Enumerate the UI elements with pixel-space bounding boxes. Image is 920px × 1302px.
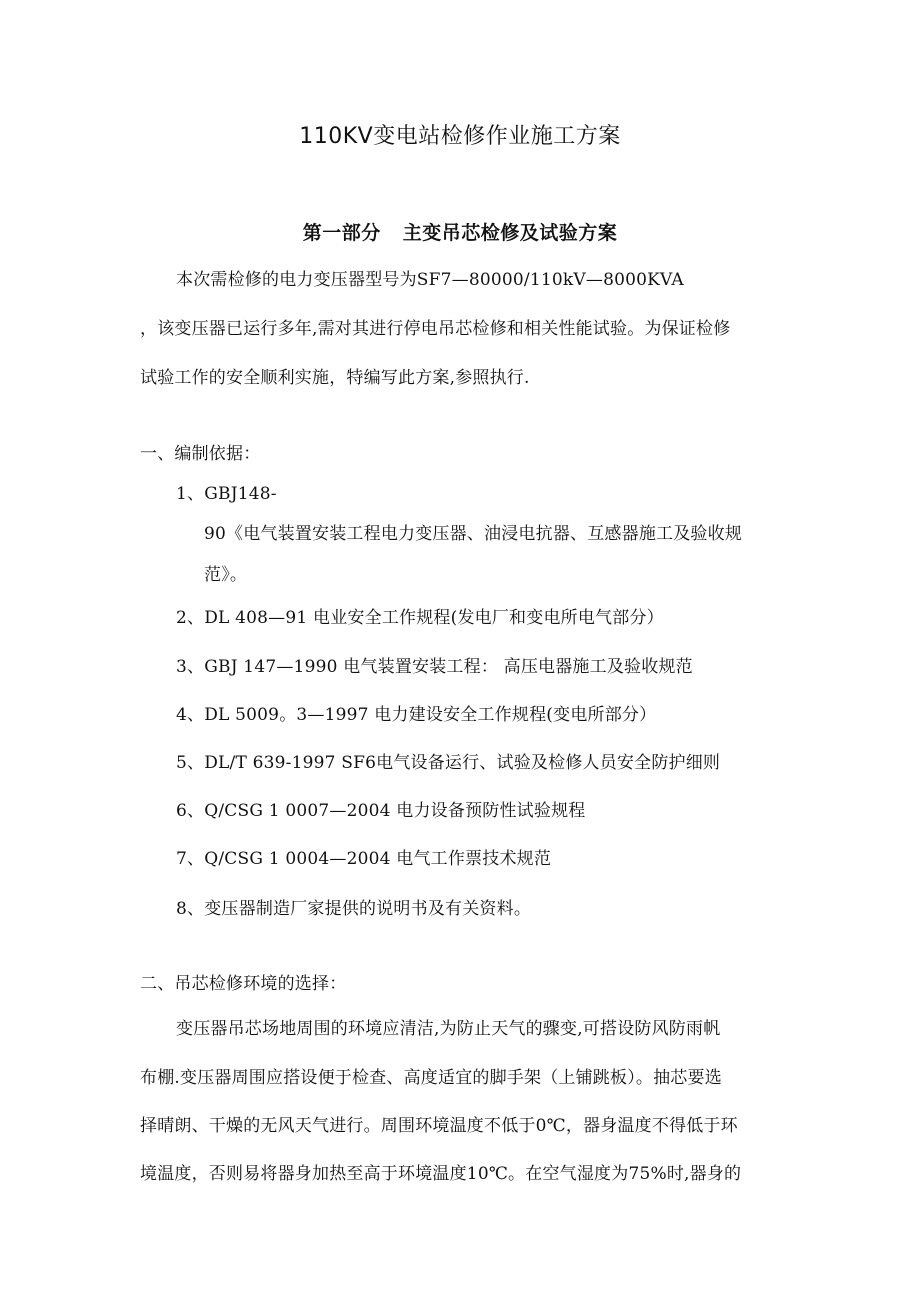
part-title: 主变吊芯检修及试验方案 [402, 222, 618, 244]
section1-heading: 一、编制依据： [140, 444, 261, 464]
intro-line-2: ，该变压器已运行多年,需对其进行停电吊芯检修和相关性能试验。为保证检修 [140, 319, 731, 339]
section2-heading: 二、吊芯检修环境的选择： [140, 974, 347, 994]
section2-line-1: 变压器吊芯场地周围的环境应清洁,为防止天气的骤变,可搭设防风防雨帆 [176, 1019, 721, 1039]
reference-item-5: 5、DL/T 639-1997 SF6电气设备运行、试验及检修人员安全防护细则 [176, 753, 721, 773]
reference-item-3: 3、GBJ 147—1990 电气装置安装工程： 高压电器施工及验收规范 [176, 657, 693, 677]
intro-line-3: 试验工作的安全顺利实施，特编写此方案,参照执行. [140, 368, 530, 388]
part-heading [0, 219, 920, 247]
reference-item-4: 4、DL 5009。3—1997 电力建设安全工作规程(变电所部分） [176, 705, 657, 725]
reference-item-1a: 1、GBJ148- [176, 484, 277, 504]
intro-line-1: 本次需检修的电力变压器型号为SF7—80000/110kV—8000KVA [176, 270, 684, 290]
reference-item-1b: 90《电气装置安装工程电力变压器、油浸电抗器、互感器施工及验收规 [204, 524, 743, 544]
reference-item-7: 7、Q/CSG 1 0004—2004 电气工作票技术规范 [176, 849, 552, 869]
reference-item-2: 2、DL 408—91 电业安全工作规程(发电厂和变电所电气部分） [176, 608, 664, 628]
section2-line-3: 择晴朗、干燥的无风天气进行。周围环境温度不低于0℃，器身温度不得低于环 [140, 1116, 738, 1136]
reference-item-6: 6、Q/CSG 1 0007—2004 电力设备预防性试验规程 [176, 801, 586, 821]
section2-line-4: 境温度，否则易将器身加热至高于环境温度10℃。在空气湿度为75%时,器身的 [140, 1164, 742, 1184]
document-title: 110KV变电站检修作业施工方案 [299, 124, 621, 149]
reference-item-1c: 范》。 [204, 565, 248, 585]
reference-item-8: 8、变压器制造厂家提供的说明书及有关资料。 [176, 899, 532, 919]
section2-line-2: 布棚.变压器周围应搭设便于检查、高度适宜的脚手架（上铺跳板）。抽芯要选 [140, 1068, 722, 1088]
part-label: 第一部分 [302, 222, 381, 244]
